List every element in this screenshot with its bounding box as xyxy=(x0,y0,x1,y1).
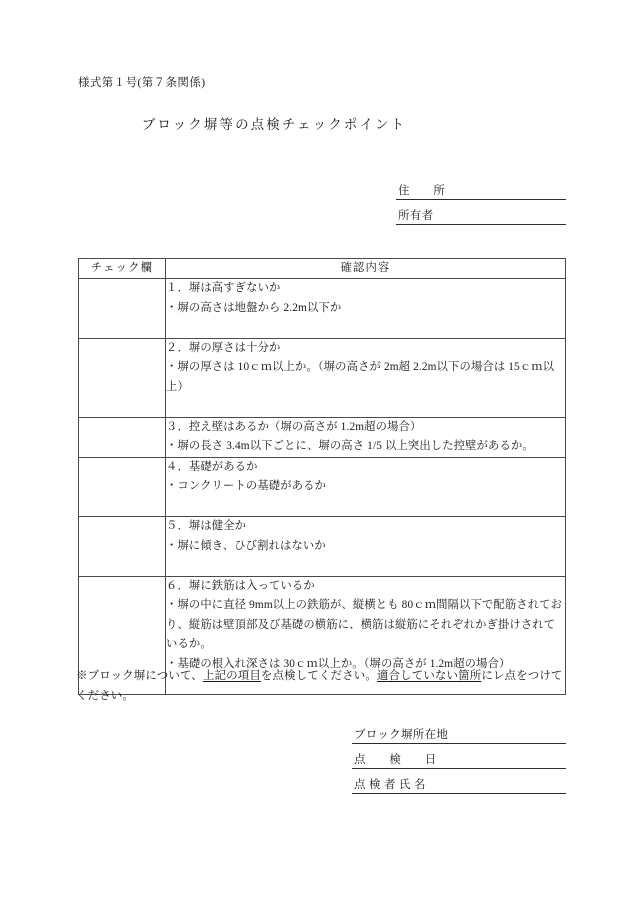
checkpoint-table xyxy=(78,258,566,695)
table-header-check-column: チェック欄 xyxy=(79,259,166,279)
checkpoint-detail: ・塀の中に直径 9mm以上の鉄筋が、縦横とも 80ｃｍ間隔以下で配筋されており、縦筋は壁頂部及び基礎の横筋に、横筋は縦筋にそれぞれかぎ掛けされているか。 xyxy=(166,599,563,650)
check-cell[interactable] xyxy=(79,279,166,339)
content-cell xyxy=(166,417,566,457)
spacer xyxy=(166,397,565,417)
field-inspector-name-label: 点 検 者 氏 名 xyxy=(354,779,426,791)
note-prefix: ※ブロック塀について、 xyxy=(76,670,203,682)
content-cell xyxy=(166,457,566,517)
check-cell[interactable] xyxy=(79,457,166,517)
field-inspection-date[interactable] xyxy=(352,749,566,769)
owner-field-address-label: 住 所 xyxy=(398,185,446,197)
table-row xyxy=(79,338,566,417)
checkpoint-heading: ６．塀に鉄筋は入っているか xyxy=(166,579,315,592)
checkpoint-heading: ５．塀は健全か xyxy=(166,520,247,532)
checkpoint-detail: ・基礎の根入れ深さは 30ｃｍ以上か。（塀の高さが 1.2m超の場合） xyxy=(166,657,511,670)
page-title: ブロック塀等の点検チェックポイント xyxy=(141,117,407,132)
spacer xyxy=(166,556,565,576)
table-row xyxy=(79,417,566,457)
check-cell[interactable] xyxy=(79,338,166,417)
checkpoint-detail: ・コンクリートの基礎があるか xyxy=(166,480,327,492)
table-header-row xyxy=(79,259,566,279)
check-cell[interactable] xyxy=(79,517,166,577)
inspection-fields xyxy=(352,724,566,799)
field-inspection-date-label: 点 検 日 xyxy=(354,754,437,766)
table-row xyxy=(79,457,566,517)
field-inspector-name[interactable] xyxy=(352,774,566,794)
spacer xyxy=(166,318,565,338)
checkpoint-detail: ・塀の高さは地盤から 2.2m以下か xyxy=(166,301,342,314)
checkpoint-heading: ２．塀の厚さは十分か xyxy=(166,341,281,354)
spacer xyxy=(166,497,565,517)
instruction-note xyxy=(76,666,571,706)
content-cell xyxy=(166,279,566,339)
owner-field-address[interactable] xyxy=(396,180,566,200)
checkpoint-detail: ・塀に傾き、ひび割れはないか xyxy=(166,539,326,552)
content-cell xyxy=(166,338,566,417)
owner-field-owner[interactable] xyxy=(396,205,566,225)
field-wall-location-label: ブロック塀所在地 xyxy=(354,729,449,741)
table-row xyxy=(79,517,566,577)
table-row xyxy=(79,279,566,339)
note-middle: を点検してください。 xyxy=(260,670,377,682)
table-header-content-column: 確認内容 xyxy=(166,259,566,279)
content-cell xyxy=(166,517,566,577)
owner-field-owner-label: 所有者 xyxy=(398,210,434,222)
field-wall-location[interactable] xyxy=(352,724,566,744)
checkpoint-detail: ・塀の厚さは 10ｃｍ以上か。（塀の高さが 2m超 2.2m以下の場合は 15ｃｍ以上） xyxy=(166,361,555,393)
note-suffix: にレ点をつけてください。 xyxy=(76,670,563,702)
checkpoint-heading: １．塀は高すぎないか xyxy=(166,282,281,294)
owner-fields xyxy=(396,180,566,230)
note-underline-items: 上記の項目 xyxy=(202,670,261,682)
form-code: 様式第１号(第７条関係) xyxy=(78,77,206,89)
checkpoint-detail: ・塀の長さ 3.4m以下ごとに、塀の高さ 1/5 以上突出した控壁があるか。 xyxy=(166,440,534,452)
checkpoint-heading: ３．控え壁はあるか（塀の高さが 1.2m超の場合） xyxy=(166,420,422,433)
note-underline-noncompliant: 適合していない箇所 xyxy=(376,670,482,682)
checkpoint-heading: ４．基礎があるか xyxy=(166,460,258,473)
check-cell[interactable] xyxy=(79,417,166,457)
